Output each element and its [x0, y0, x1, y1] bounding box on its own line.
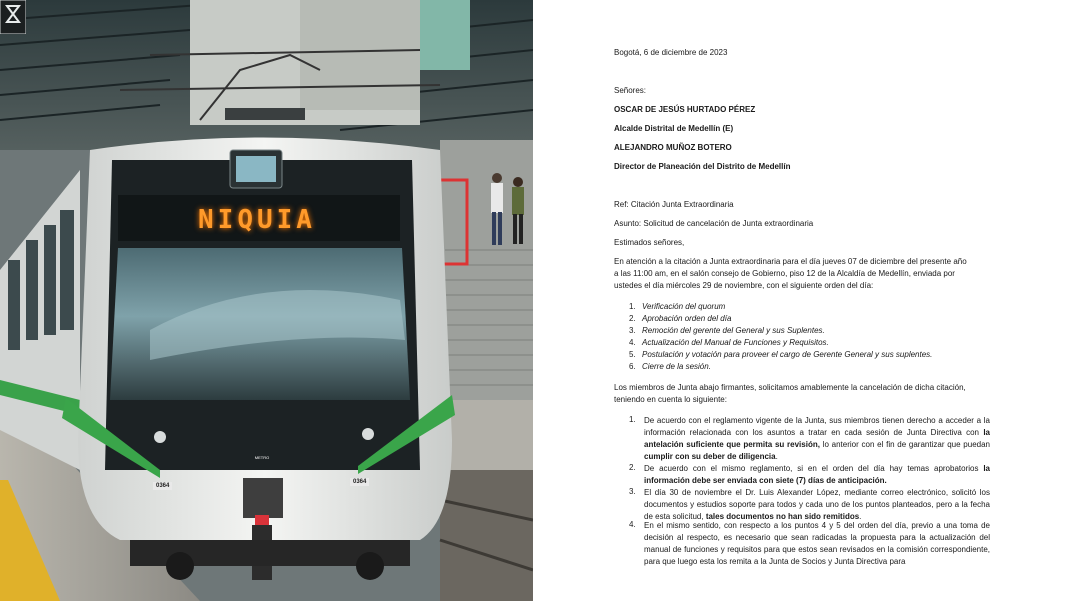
consideration-text — [644, 520, 990, 568]
text-run: En el mismo sentido, con respecto a los puntos 4 y 5 del orden del día, previo a una toma de decisión al respecto, es necesario que sean radicadas la propuesta para la actualización del manual de funciones y requisitos para que estos sean revisados en la comisión correspondiente, para que luego esta los remita a la Junta de Socios y Junta Directiva para — [644, 521, 990, 566]
consideration-number: 4. — [629, 520, 636, 529]
text-run: . — [775, 452, 778, 461]
bold-run: cumplir con su deber de diligencia — [644, 452, 776, 461]
recipient2-name: ALEJANDRO MUÑOZ BOTERO — [614, 143, 732, 152]
metro-badge-label: METRO — [254, 455, 270, 460]
salutation-to: Señores: — [614, 86, 647, 95]
consideration-text — [644, 487, 990, 523]
reference-line: Ref: Citación Junta Extraordinaria — [614, 200, 734, 209]
consideration-text — [644, 463, 990, 487]
consideration-text — [644, 415, 990, 463]
bold-run: la antelación suficiente que permita su revisión, — [644, 428, 990, 449]
text-run: De acuerdo con el mismo reglamento, si en el orden del día hay temas aprobatorios — [644, 464, 984, 473]
text-run: De acuerdo con el reglamento vigente de la Junta, sus miembros tienen derecho a acceder a la información relacionada con los asuntos a tratar en cada sesión de Junta Directiva con — [644, 416, 990, 437]
metro-logo-icon — [0, 0, 26, 34]
agenda-item: 5. Postulación y votación para proveer el cargo de Gerente General y sus suplentes. — [629, 350, 933, 359]
request-line: teniendo en cuenta lo siguiente: — [614, 395, 727, 404]
agenda-item: 2. Aprobación orden del día — [629, 314, 732, 323]
text-run: lo anterior con el fin de garantizar que puedan — [819, 440, 990, 449]
metro-train-photo — [0, 0, 533, 601]
recipient1-name: OSCAR DE JESÚS HURTADO PÉREZ — [614, 105, 756, 114]
agenda-item: 3. Remoción del gerente del General y sus Suplentes. — [629, 326, 825, 335]
greeting: Estimados señores, — [614, 238, 685, 247]
subject-line: Asunto: Solicitud de cancelación de Junta extraordinaria — [614, 219, 814, 228]
intro-line: a las 11:00 am, en el salón consejo de Gobierno, piso 12 de la Alcaldía de Medellín, enviada por — [614, 269, 955, 278]
bold-run: tales documentos no han sido remitidos — [705, 512, 860, 521]
car-number-right: 0364 — [350, 478, 369, 486]
destination-sign: NIQUIA — [198, 205, 316, 235]
agenda-item: 4. Actualización del Manual de Funciones y Requisitos. — [629, 338, 829, 347]
consideration-number: 3. — [629, 487, 636, 496]
agenda-item: 1. Verificación del quorum — [629, 302, 726, 311]
text-run: El día 30 de noviembre el Dr. Luis Alexander López, mediante correo electrónico, solicitó los documentos y estudios soporte para todos y cada uno de los puntos planteados, pero a la fecha de esta solicitud, — [644, 488, 990, 521]
agenda-item: 6. Cierre de la sesión. — [629, 362, 711, 371]
intro-line: ustedes el día miércoles 29 de noviembre, con el siguiente orden del día: — [614, 281, 874, 290]
train-scene-illustration — [0, 0, 533, 601]
date-line: Bogotá, 6 de diciembre de 2023 — [614, 48, 728, 57]
recipient2-title: Director de Planeación del Distrito de Medellín — [614, 162, 791, 171]
bold-run: la información debe ser enviada con siete (7) días de anticipación. — [644, 464, 990, 485]
request-line: Los miembros de Junta abajo firmantes, solicitamos amablemente la cancelación de dicha citación, — [614, 383, 966, 392]
car-number-left: 0364 — [153, 482, 172, 490]
intro-line: En atención a la citación a Junta extraordinaria para el día jueves 07 de diciembre del presente año — [614, 257, 967, 266]
letter-document — [533, 0, 1068, 601]
recipient1-title: Alcalde Distrital de Medellín (E) — [614, 124, 734, 133]
consideration-number: 2. — [629, 463, 636, 472]
consideration-number: 1. — [629, 415, 636, 424]
text-run: . — [859, 512, 862, 521]
